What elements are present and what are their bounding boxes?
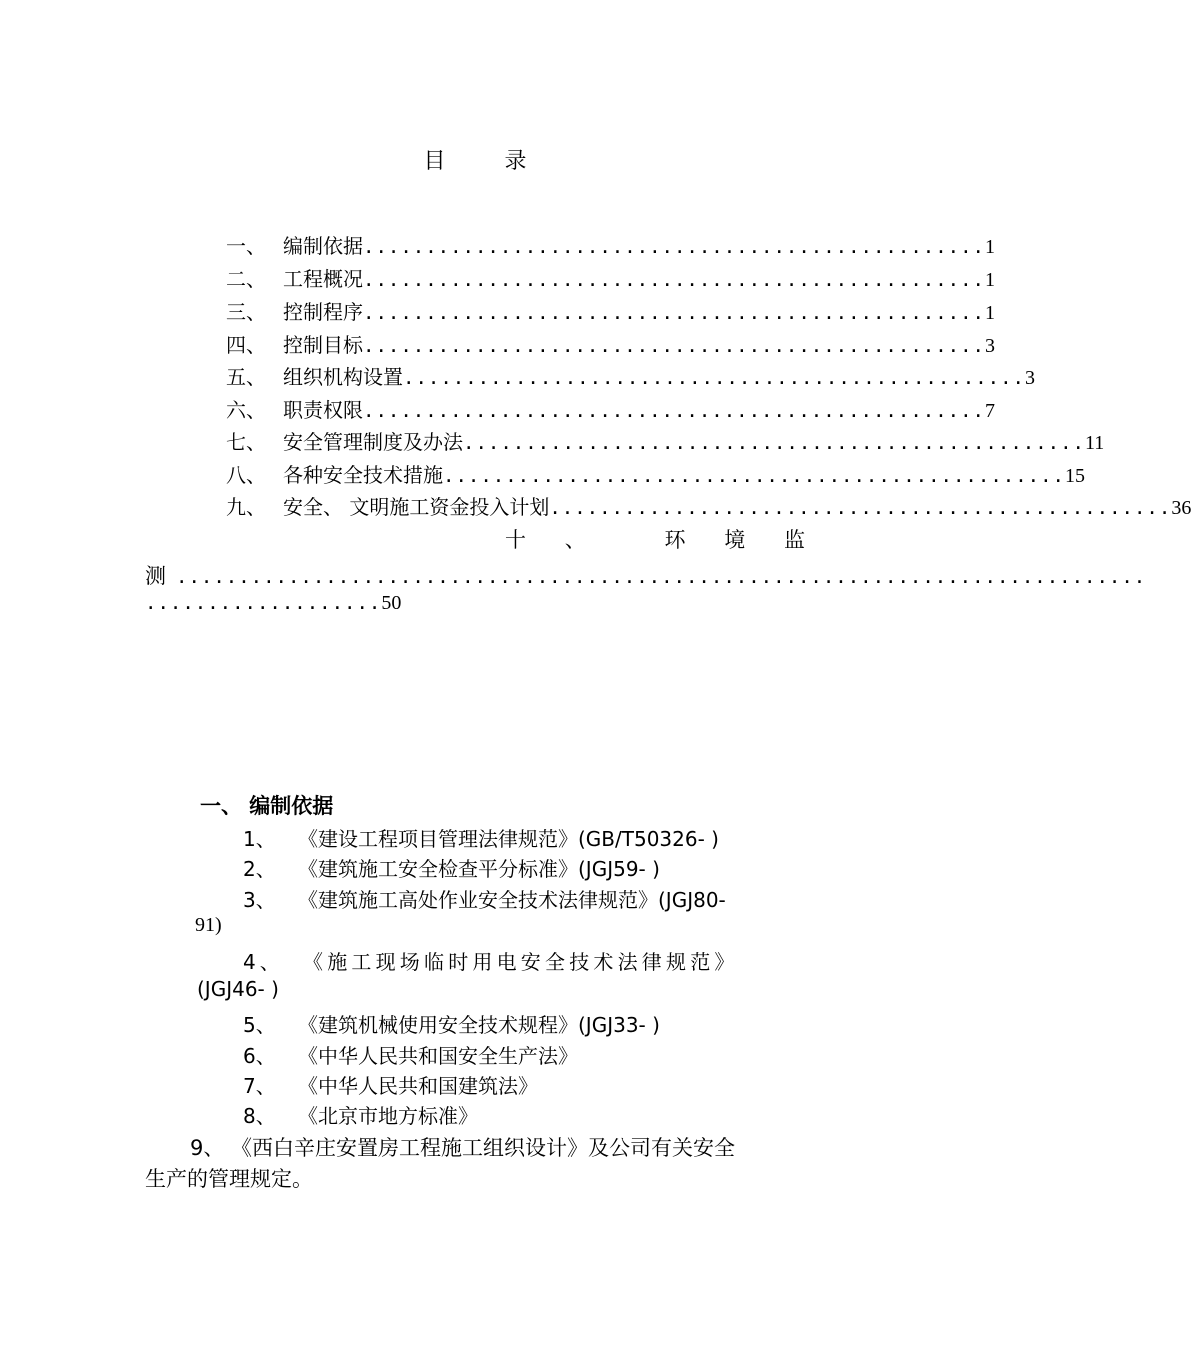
reference-index: 7、 bbox=[243, 1074, 276, 1098]
reference-item bbox=[243, 1009, 660, 1038]
toc-row-page: 50 bbox=[381, 592, 402, 614]
reference-index: 8、 bbox=[243, 1104, 276, 1128]
reference-index: 3、 bbox=[243, 888, 276, 912]
toc-row-page: 36 bbox=[1171, 497, 1191, 519]
toc-row-page: 11 bbox=[1084, 432, 1105, 454]
reference-item bbox=[243, 853, 660, 882]
toc-row10-char: 测 bbox=[145, 564, 166, 588]
reference-text: 《建设工程项目管理法律规范》(GB/T50326- ) bbox=[298, 827, 719, 851]
toc-leader-dots: .................................................. bbox=[549, 497, 1172, 519]
reference-item bbox=[243, 884, 726, 913]
toc-row10-char: 监 bbox=[784, 528, 805, 552]
toc-row[interactable] bbox=[226, 230, 995, 260]
toc-row-number: 一、 bbox=[226, 234, 266, 258]
toc-row-number: 六、 bbox=[226, 398, 266, 422]
reference-index: 5、 bbox=[243, 1013, 276, 1037]
toc-row-number: 四、 bbox=[226, 333, 266, 357]
reference-item-9-line2: 生产的管理规定。 bbox=[145, 1167, 313, 1191]
toc-leader-dots: .............................................................................. bbox=[176, 566, 1147, 588]
reference-item-continuation bbox=[197, 977, 279, 1001]
toc-row-label: 各种安全技术措施 bbox=[283, 463, 443, 487]
toc-row-label: 控制目标 bbox=[283, 333, 363, 357]
toc-row-page: 1 bbox=[984, 302, 995, 324]
toc-leader-dots: .................................................. bbox=[363, 400, 985, 422]
reference-index: 2、 bbox=[243, 857, 276, 881]
reference-item bbox=[243, 1100, 478, 1129]
toc-leader-dots: ................... bbox=[145, 592, 382, 614]
section-heading: 一、 编制依据 bbox=[200, 794, 334, 818]
toc-row[interactable] bbox=[226, 329, 995, 359]
toc-row[interactable] bbox=[226, 296, 995, 326]
toc-row10-sep: 、 bbox=[564, 528, 586, 552]
reference-text: 《建筑施工安全检查平分标准》(JGJ59- ) bbox=[298, 857, 660, 881]
toc-row-label: 编制依据 bbox=[283, 234, 363, 258]
toc-row-page: 3 bbox=[1024, 367, 1035, 389]
reference-text: 《中华人民共和国安全生产法》 bbox=[298, 1044, 578, 1068]
toc-row[interactable] bbox=[226, 263, 995, 293]
toc-row10-char: 境 bbox=[724, 528, 746, 552]
toc-row[interactable] bbox=[226, 491, 1191, 521]
toc-row-page: 15 bbox=[1064, 465, 1085, 487]
toc-row-label: 安全、 文明施工资金投入计划 bbox=[283, 495, 550, 519]
toc-leader-dots: .................................................. bbox=[363, 302, 985, 324]
toc-row10-num: 十 bbox=[505, 528, 526, 552]
toc-row-10-line2 bbox=[145, 560, 1147, 590]
reference-item bbox=[243, 1040, 578, 1069]
toc-title: 目 录 bbox=[423, 149, 553, 174]
toc-row-number: 八、 bbox=[226, 463, 266, 487]
toc-leader-dots: .................................................. bbox=[363, 236, 985, 258]
reference-index: 6、 bbox=[243, 1044, 276, 1068]
toc-row-page: 1 bbox=[984, 236, 995, 258]
toc-row-number: 九、 bbox=[226, 495, 266, 519]
toc-row[interactable] bbox=[226, 459, 1085, 489]
reference-text: 《中华人民共和国建筑法》 bbox=[298, 1074, 538, 1098]
toc-row[interactable] bbox=[226, 426, 1105, 456]
toc-row10-char: 环 bbox=[664, 528, 686, 552]
toc-row-number: 七、 bbox=[226, 430, 266, 454]
reference-text: 《建筑机械使用安全技术规程》(JGJ33- ) bbox=[298, 1013, 660, 1037]
reference-item-continuation bbox=[195, 914, 222, 937]
reference-text: 91) bbox=[195, 914, 222, 936]
reference-index: 4、 bbox=[243, 950, 284, 974]
reference-text: (JGJ46- ) bbox=[197, 977, 279, 1001]
toc-row-10-line3 bbox=[145, 592, 401, 615]
toc-row-label: 职责权限 bbox=[283, 398, 363, 422]
toc-leader-dots: .................................................. bbox=[363, 269, 985, 291]
toc-leader-dots: .................................................. bbox=[363, 335, 985, 357]
toc-leader-dots: .................................................. bbox=[443, 465, 1065, 487]
reference-item-9-line1: 9、 《西白辛庄安置房工程施工组织设计》及公司有关安全 bbox=[190, 1136, 736, 1160]
reference-text: 《建筑施工高处作业安全技术法律规范》(JGJ80- bbox=[298, 888, 726, 912]
reference-text: 《北京市地方标准》 bbox=[298, 1104, 478, 1128]
reference-index: 1、 bbox=[243, 827, 276, 851]
toc-row[interactable] bbox=[226, 394, 995, 424]
toc-row-number: 二、 bbox=[226, 267, 266, 291]
toc-row-page: 1 bbox=[984, 269, 995, 291]
toc-row-number: 三、 bbox=[226, 300, 266, 324]
reference-text: 《施工现场临时用电安全技术法律规范》 bbox=[303, 950, 739, 974]
toc-row-10-line1[interactable] bbox=[505, 524, 805, 554]
toc-row-page: 3 bbox=[984, 335, 995, 357]
toc-row[interactable] bbox=[226, 361, 1035, 391]
toc-row-label: 控制程序 bbox=[283, 300, 363, 324]
reference-item bbox=[243, 823, 719, 852]
toc-leader-dots: .................................................. bbox=[403, 367, 1025, 389]
reference-item bbox=[243, 1070, 538, 1099]
toc-leader-dots: .................................................. bbox=[463, 432, 1085, 454]
toc-row-number: 五、 bbox=[226, 365, 266, 389]
reference-item bbox=[243, 946, 806, 975]
toc-row-label: 安全管理制度及办法 bbox=[283, 430, 463, 454]
toc-row-page: 7 bbox=[984, 400, 995, 422]
toc-row-label: 组织机构设置 bbox=[283, 365, 403, 389]
toc-row-label: 工程概况 bbox=[283, 267, 363, 291]
